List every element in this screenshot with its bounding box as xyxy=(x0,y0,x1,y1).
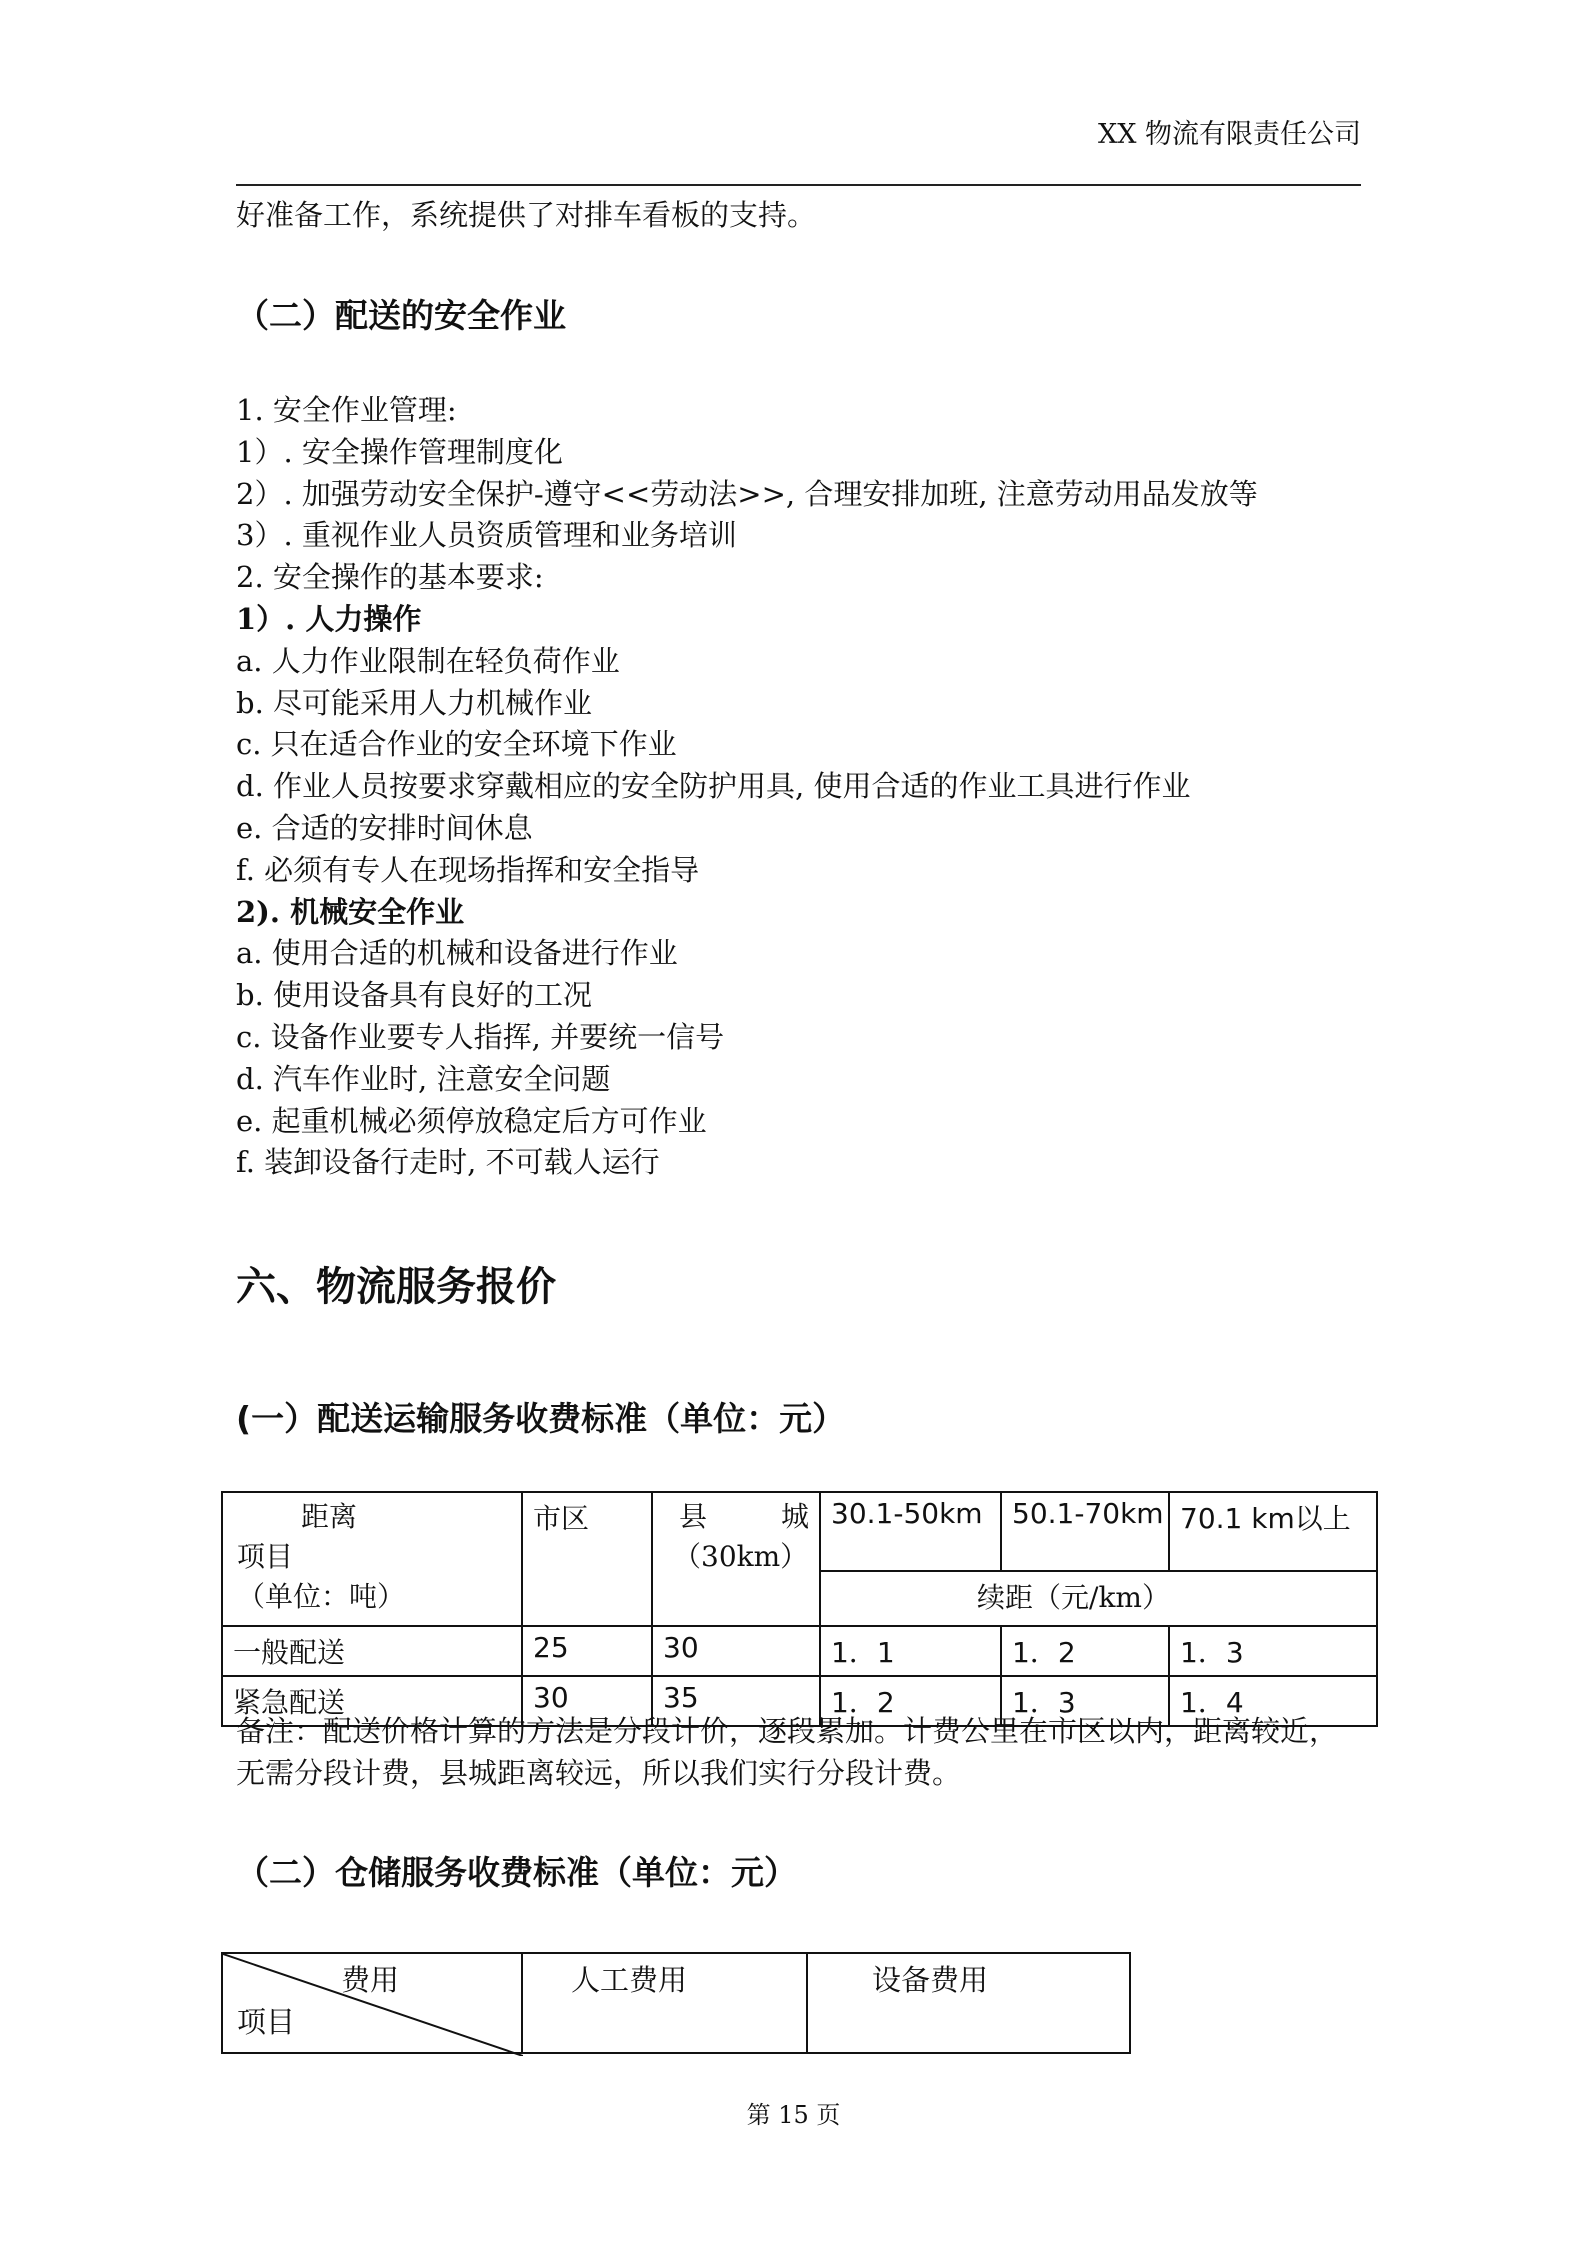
list-item: e. 起重机械必须停放稳定后方可作业 xyxy=(236,1103,707,1138)
storage-corner-bottom: 项目 xyxy=(237,2005,296,2039)
table-row xyxy=(222,1626,1377,1676)
cell-range-2: 1．3 xyxy=(1001,1676,1169,1726)
col-header-range-1: 30.1-50km xyxy=(820,1492,1001,1571)
corner-item-label: 项目 xyxy=(237,1540,294,1573)
cell-range-1: 1．2 xyxy=(820,1676,1001,1726)
list-item: f. 装卸设备行走时, 不可载人运行 xyxy=(236,1145,660,1180)
county-label-a: 县 xyxy=(679,1500,708,1533)
header-divider xyxy=(236,184,1361,186)
list-item: 3）. 重视作业人员资质管理和业务培训 xyxy=(236,518,737,553)
section-title-delivery: (一）配送运输服务收费标准（单位：元） xyxy=(236,1399,846,1438)
corner-unit-label: （单位：吨） xyxy=(237,1580,406,1613)
col-header-equipment: 设备费用 xyxy=(807,1953,1130,2053)
cell-county: 35 xyxy=(652,1676,820,1726)
continuation-header: 续距（元/km） xyxy=(820,1571,1377,1626)
row-name: 紧急配送 xyxy=(222,1676,522,1726)
list-item: 2）. 加强劳动安全保护-遵守<<劳动法>>, 合理安排加班, 注意劳动用品发放等 xyxy=(236,476,1258,511)
list-item: b. 使用设备具有良好的工况 xyxy=(236,978,593,1013)
cell-range-2: 1．2 xyxy=(1001,1626,1169,1676)
safety-item-list xyxy=(236,390,1258,1184)
county-km-label: （30km） xyxy=(673,1540,809,1573)
list-item: a. 人力作业限制在轻负荷作业 xyxy=(236,643,620,678)
cell-county: 30 xyxy=(652,1626,820,1676)
list-item: d. 作业人员按要求穿戴相应的安全防护用具, 使用合适的作业工具进行作业 xyxy=(236,769,1191,804)
cell-range-3: 1．3 xyxy=(1169,1626,1377,1676)
list-item: d. 汽车作业时, 注意安全问题 xyxy=(236,1061,611,1096)
list-item: a. 使用合适的机械和设备进行作业 xyxy=(236,936,678,971)
cell-range-1: 1．1 xyxy=(820,1626,1001,1676)
row-name: 一般配送 xyxy=(222,1626,522,1676)
list-item: 1. 安全作业管理: xyxy=(236,393,457,427)
col-header-range-3: 70.1 km以上 xyxy=(1169,1492,1377,1571)
corner-distance-label: 距离 xyxy=(301,1500,358,1533)
list-item: f. 必须有专人在现场指挥和安全指导 xyxy=(236,852,700,887)
list-item: c. 设备作业要专人指挥, 并要统一信号 xyxy=(236,1019,725,1054)
col-header-city: 市区 xyxy=(522,1492,652,1626)
list-item: 1）. 安全操作管理制度化 xyxy=(236,434,563,469)
storage-corner-top: 费用 xyxy=(341,1963,400,1997)
chapter-title: 六、物流服务报价 xyxy=(236,1264,556,1310)
cell-city: 25 xyxy=(522,1626,652,1676)
list-item: c. 只在适合作业的安全环境下作业 xyxy=(236,727,677,762)
section-title-storage: （二）仓储服务收费标准（单位：元） xyxy=(236,1853,797,1892)
col-header-county xyxy=(652,1492,820,1626)
storage-fee-table xyxy=(221,1952,1131,2054)
list-item: 2. 安全操作的基本要求: xyxy=(236,560,544,595)
cell-range-3: 1．4 xyxy=(1169,1676,1377,1726)
intro-line: 好准备工作，系统提供了对排车看板的支持。 xyxy=(236,198,817,232)
col-header-labor: 人工费用 xyxy=(522,1953,807,2053)
list-item: 1）. 人力操作 xyxy=(236,601,422,636)
list-item: 2). 机械安全作业 xyxy=(236,894,465,929)
delivery-fee-table xyxy=(221,1491,1378,1727)
section-title-safety: （二）配送的安全作业 xyxy=(236,296,566,335)
header-company-name: XX 物流有限责任公司 xyxy=(1097,119,1361,150)
corner-header-cell xyxy=(222,1492,522,1626)
storage-corner-cell xyxy=(222,1953,522,2053)
list-item: e. 合适的安排时间休息 xyxy=(236,810,533,845)
list-item: b. 尽可能采用人力机械作业 xyxy=(236,685,593,720)
page-number: 第 15 页 xyxy=(746,2101,841,2129)
col-header-range-2: 50.1-70km xyxy=(1001,1492,1169,1571)
county-label-b: 城 xyxy=(780,1500,809,1533)
pricing-note: 备注：配送价格计算的方法是分段计价，逐段累加。计费公里在市区以内，距离较近，无需分段计费，县城距离较远，所以我们实行分段计费。 xyxy=(236,1714,1339,1790)
cell-city: 30 xyxy=(522,1676,652,1726)
